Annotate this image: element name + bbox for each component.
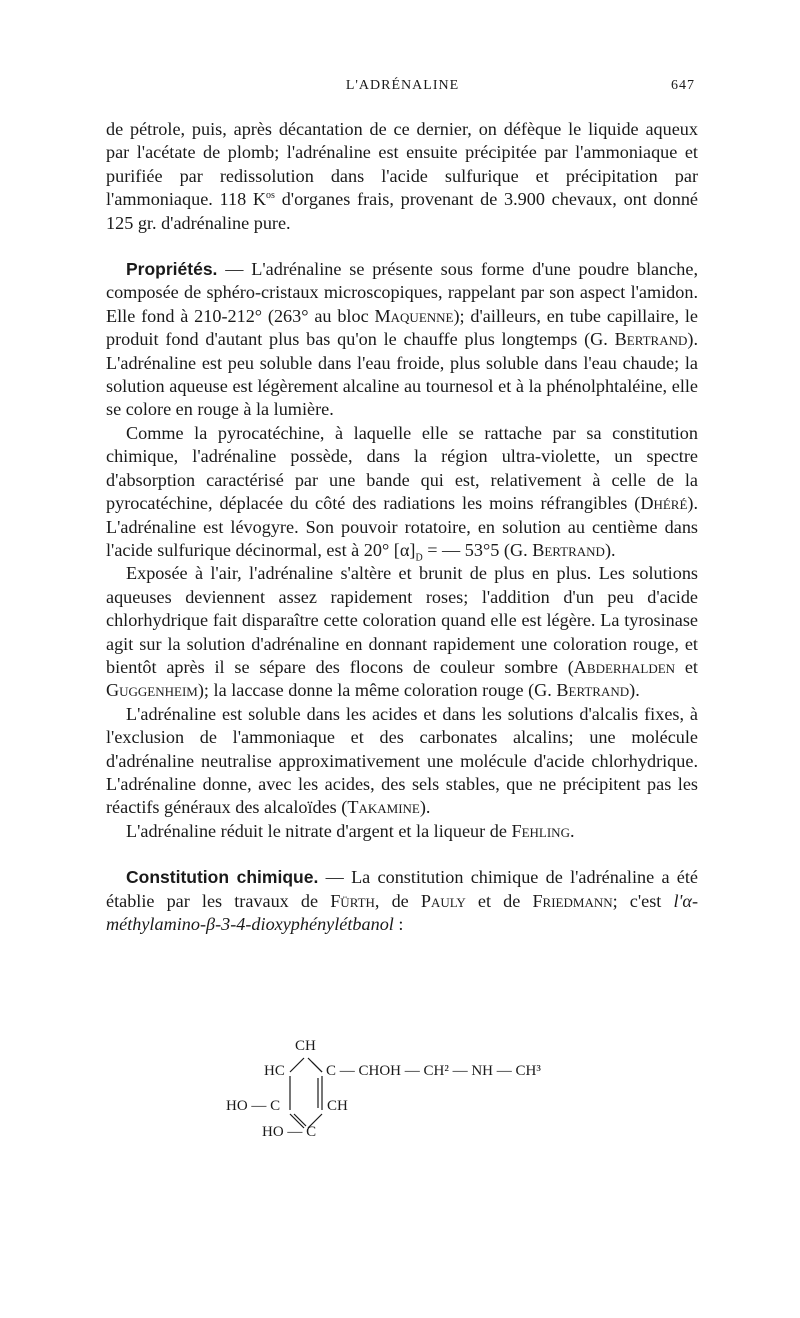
ring-bond <box>290 1058 304 1072</box>
formula-ho-c-2: HO — C <box>262 1124 317 1140</box>
paragraph-extraction: de pétrole, puis, après décantation de ce dernier, on défèque le liquide aqueux par l'acétate de plomb; l'adrénaline est ensuite précipitée par l'ammoniaque et purifiée par redissolution dans l'acide sulfurique et précipitation par l'ammoniaque. 118 $K^{os}$ d'organes frais, provenant de 3.900 chevaux, ont donné 125 gr. d'adrénaline pure. <box>106 119 698 233</box>
formula-ho-c-1: HO — C <box>226 1098 281 1114</box>
running-header <box>110 78 695 100</box>
paragraph-solubility: L'adrénaline est soluble dans les acides et dans les solutions d'alcalis fixes, à l'exclusion de l'ammoniaque et des carbonates alcalins; une molécule d'adrénaline neutralise approximativement une molécule d'acide chlorhydrique. L'adrénaline donne, avec les acides, des sels stables, que ne précipitent pas les réactifs généraux des alcaloïdes (Takamine). <box>106 703 698 818</box>
running-title: L'ADRÉNALINE <box>345 78 460 93</box>
page-number: 647 <box>671 78 695 93</box>
ring-bond-double <box>312 1062 322 1072</box>
formula-side-chain: C — CHOH — CH² — NH — CH³ <box>326 1063 541 1079</box>
section-heading-properties: Propriétés. <box>126 259 218 280</box>
formula-ch-right: CH <box>327 1098 348 1114</box>
chemical-name: l'α-méthylamino-β-3-4-dioxyphénylétbanol <box>106 890 698 934</box>
paragraph-nitrate: L'adrénaline réduit le nitrate d'argent et la liqueur de Fehling. <box>126 820 575 841</box>
paragraph-air-exposure: Exposée à l'air, l'adrénaline s'altère et brunit de plus en plus. Les solutions aqueuses deviennent assez rapidement roses; l'addition d'un peu d'acide chlorhydrique fait disparaître cette coloration quand elle est légère. La tyrosinase agit sur la solution d'adrénaline en donnant rapidement une coloration rouge, et bientôt après il se sépare des flocons de couleur sombre (Abderhalden et Guggenheim); la laccase donne la même coloration rouge (G. Bertrand). <box>106 563 698 701</box>
formula-hc: HC <box>264 1063 285 1079</box>
paragraph-properties: Propriétés. — L'adrénaline se présente sous forme d'une poudre blanche, composée de sphéro-cristaux microscopiques, rappelant par son aspect l'amidon. Elle fond à 210-212° (263° au bloc Maquenne); d'ailleurs, en tube capillaire, le produit fond d'autant plus bas qu'on le chauffe plus longtemps (G. Bertrand). L'adrénaline est peu soluble dans l'eau froide, plus soluble dans l'eau chaude; la solution aqueuse est légèrement alcaline au tournesol et à la phénolphtaléine, elle se colore en rouge à la lumière. <box>106 259 698 420</box>
body-text <box>106 118 698 936</box>
paragraph-constitution: Constitution chimique. — La constitution chimique de l'adrénaline a été établie par les travaux de Fürth, de Pauly et de Friedmann; c'est l'α-méthylamino-β-3-4-dioxyphénylétbanol : <box>106 867 698 934</box>
section-heading-constitution: Constitution chimique. <box>126 867 319 888</box>
paragraph-pyrocatechine: Comme la pyrocatéchine, à laquelle elle se rattache par sa constitution chimique, l'adrénaline possède, dans la région ultra-violette, un spectre d'absorption caractérisé par une bande qui est, relativement à celle de la pyrocatéchine, déplacée du côté des radiations les moins réfrangibles (Dhéré). L'adrénaline est lévogyre. Son pouvoir rotatoire, en solution au centième dans l'acide sulfurique décinormal, est à 20° $[\alpha]_D$ = — 53°5 (G. Bertrand). <box>106 422 698 564</box>
formula-ch-top: CH <box>295 1038 316 1054</box>
structural-formula <box>226 1038 666 1148</box>
